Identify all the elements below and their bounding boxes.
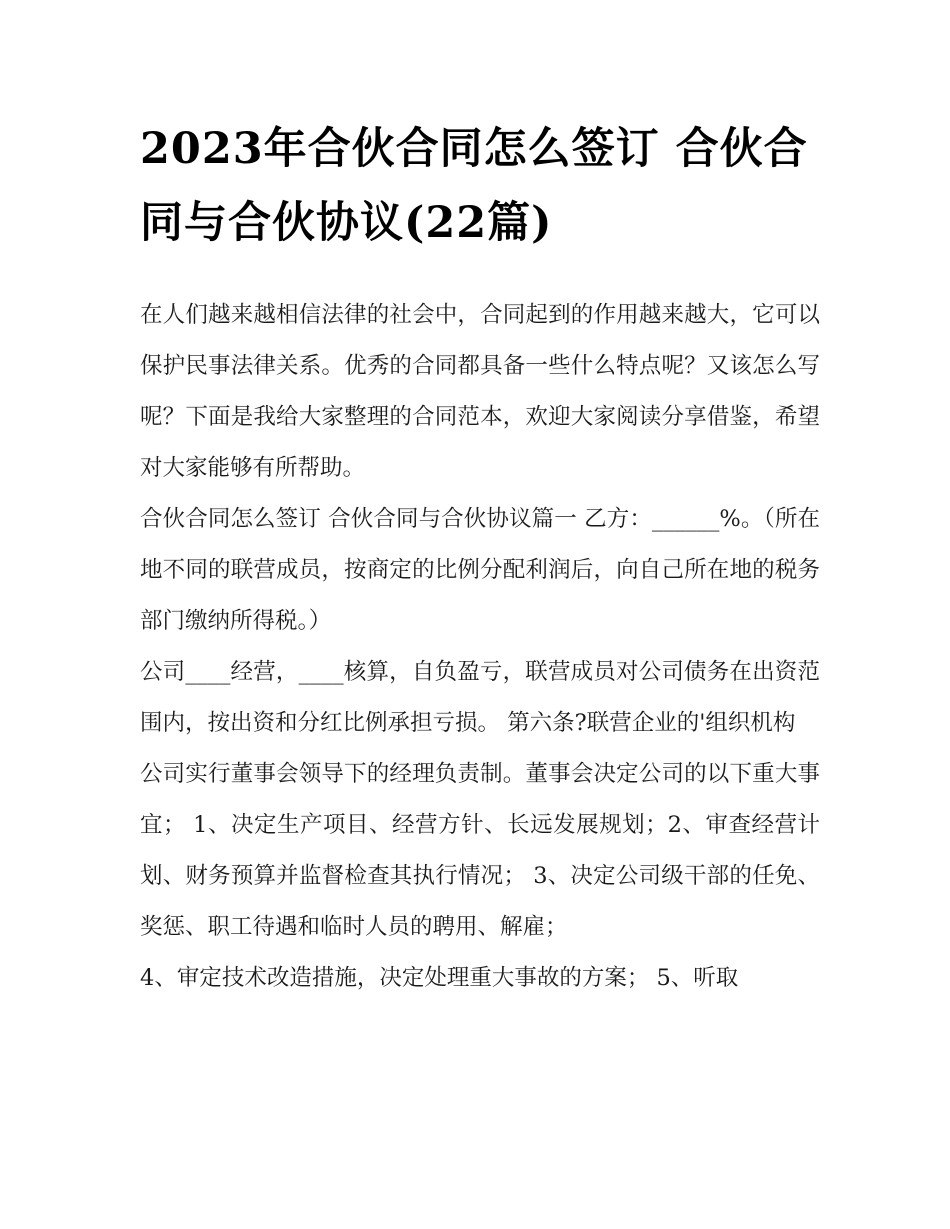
technical-measures-paragraph: 4、审定技术改造措施，决定处理重大事故的方案； 5、听取 [140, 965, 739, 991]
document-title: 2023年合伙合同怎么签订 合伙合同与合伙协议(22篇) [140, 124, 808, 248]
board-duties-paragraph: 公司实行董事会领导下的经理负责制。董事会决定公司的以下重大事宜； 1、决定生产项目、经营方针、长远发展规划；2、审查经营计划、财务预算并监督检查其执行情况； 3、决定公司级干部的任免、奖惩、职工待遇和临时人员的聘用、解雇； [140, 761, 820, 940]
operation-paragraph: 公司____经营，____核算，自负盈亏，联营成员对公司债务在出资范围内，按出资和分红比例承担亏损。 第六条?联营企业的'组织机构 [140, 659, 820, 736]
section-one-paragraph: 合伙合同怎么签订 合伙合同与合伙协议篇一 乙方：______%。（所在地不同的联营成员，按商定的比例分配利润后，向自己所在地的税务部门缴纳所得税。） [140, 506, 820, 634]
intro-paragraph: 在人们越来越相信法律的社会中，合同起到的作用越来越大，它可以保护民事法律关系。优秀的合同都具备一些什么特点呢？又该怎么写呢？下面是我给大家整理的合同范本，欢迎大家阅读分享借鉴，希望对大家能够有所帮助。 [140, 302, 820, 481]
document-body [140, 112, 820, 1004]
